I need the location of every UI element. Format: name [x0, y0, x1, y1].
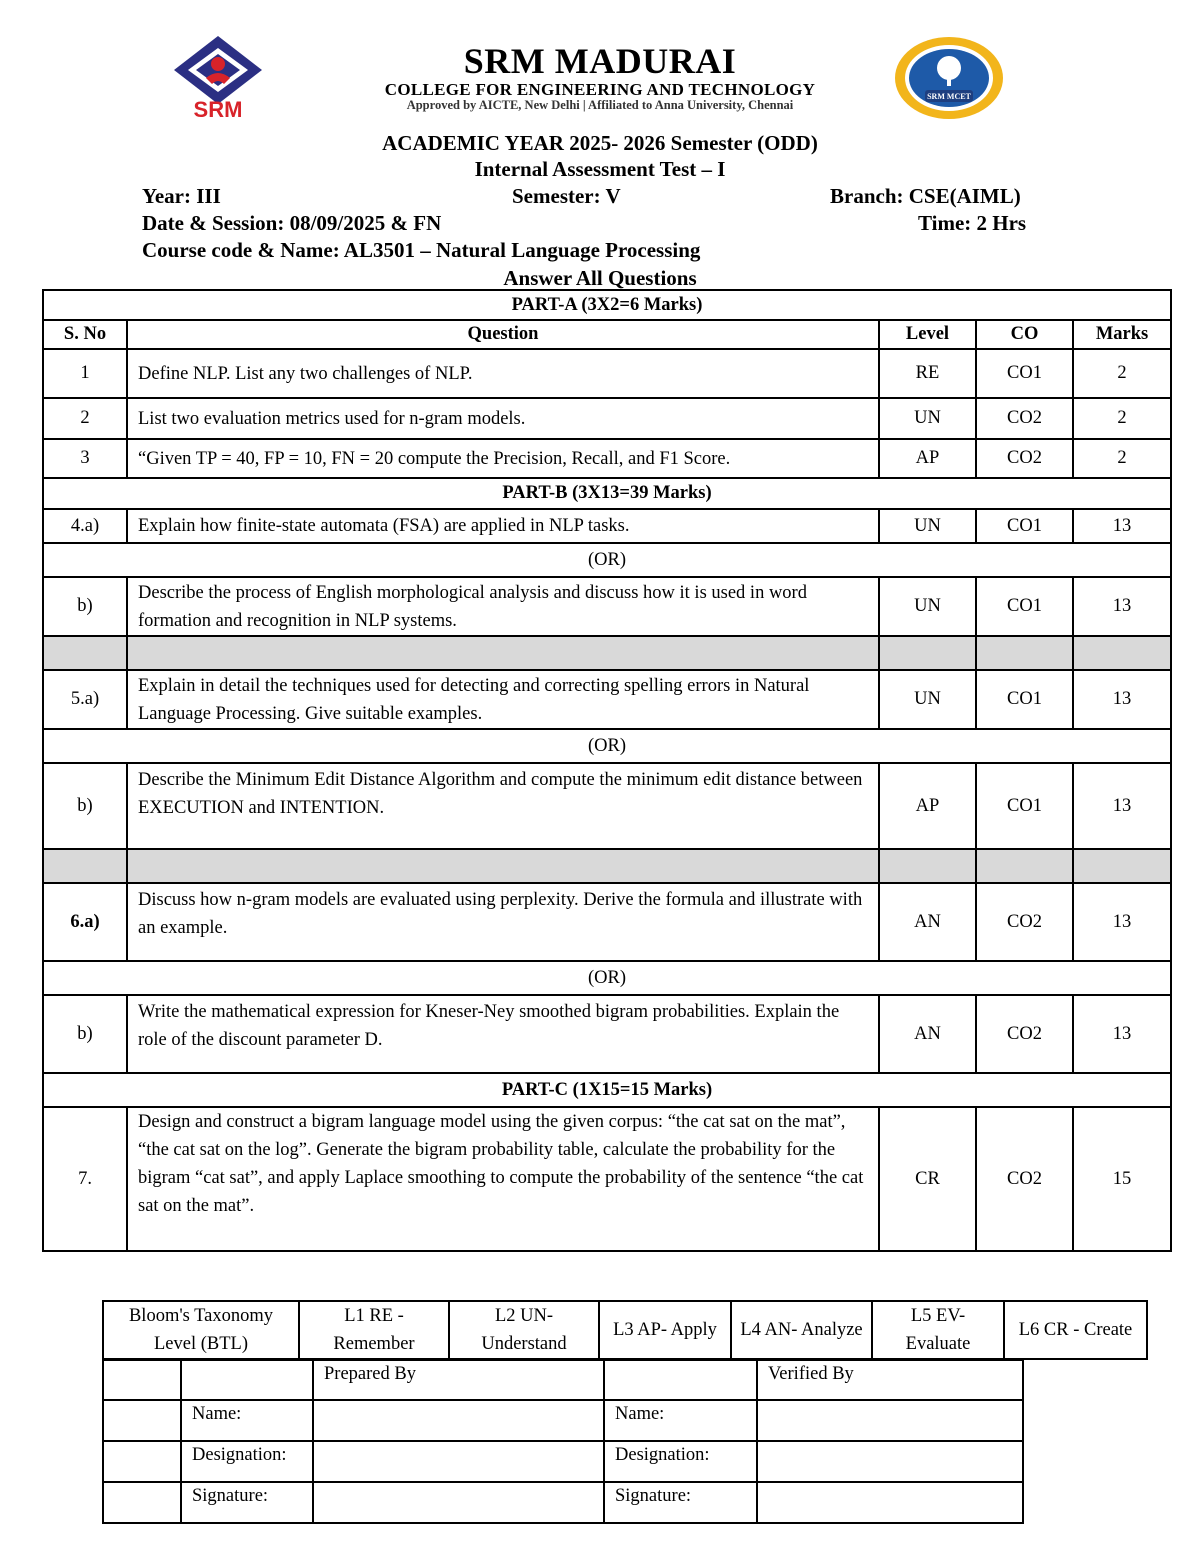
branch-label: Branch: CSE(AIML) [830, 184, 1021, 208]
instruction: Answer All Questions [503, 266, 697, 290]
table-row [43, 349, 1171, 398]
bloom-level-2: L2 UN- Understand [449, 1301, 599, 1359]
question-level: UN [879, 577, 976, 636]
question-text: Write the mathematical expression for Kneser-Ney smoothed bigram probabilities. Explain the role of the discount parameter D. [127, 995, 879, 1073]
separator-row [43, 636, 1171, 670]
bloom-level-6: L6 CR - Create [1004, 1301, 1147, 1359]
question-co: CO1 [976, 349, 1073, 398]
question-level: AN [879, 883, 976, 961]
col-question: Question [127, 320, 879, 349]
question-marks: 2 [1073, 398, 1171, 439]
verified-name-label: Name: [604, 1400, 757, 1441]
part-c-row [43, 1073, 1171, 1107]
question-table [42, 289, 1172, 1252]
question-level: AP [879, 439, 976, 478]
table-row [43, 509, 1171, 543]
year-label: Year: III [142, 184, 221, 208]
question-co: CO1 [976, 509, 1073, 543]
question-co: CO2 [976, 1107, 1073, 1251]
question-marks: 13 [1073, 670, 1171, 729]
or-row [43, 543, 1171, 577]
academic-year: ACADEMIC YEAR 2025- 2026 Semester (ODD) [382, 131, 818, 155]
question-number: 7. [43, 1107, 127, 1251]
part-a-row [43, 290, 1171, 320]
header-row [43, 320, 1171, 349]
question-level: AP [879, 763, 976, 849]
col-level: Level [879, 320, 976, 349]
or-label: (OR) [43, 729, 1171, 763]
table-row [43, 398, 1171, 439]
sign-designation-row [103, 1441, 1023, 1482]
question-co: CO1 [976, 763, 1073, 849]
srm-mcet-emblem-text: SRM MCET [927, 92, 971, 101]
sign-signature-row [103, 1482, 1023, 1523]
question-text: Describe the Minimum Edit Distance Algorithm and compute the minimum edit distance between EXECUTION and INTENTION. [127, 763, 879, 849]
prepared-signature-field [313, 1482, 604, 1523]
sign-header-row [103, 1360, 1023, 1400]
question-marks: 13 [1073, 509, 1171, 543]
part-c-heading: PART-C (1X15=15 Marks) [43, 1073, 1171, 1107]
question-marks: 2 [1073, 349, 1171, 398]
date-session: Date & Session: 08/09/2025 & FN [142, 211, 442, 235]
college-subtitle: COLLEGE FOR ENGINEERING AND TECHNOLOGY [384, 80, 816, 99]
question-level: UN [879, 398, 976, 439]
srm-mcet-emblem [893, 36, 1005, 120]
table-row [43, 439, 1171, 478]
bloom-row [103, 1301, 1147, 1359]
question-number: b) [43, 577, 127, 636]
question-text: “Given TP = 40, FP = 10, FN = 20 compute the Precision, Recall, and F1 Score. [127, 439, 879, 478]
prepared-designation-field [313, 1441, 604, 1482]
bloom-level-5: L5 EV- Evaluate [872, 1301, 1004, 1359]
question-number: 1 [43, 349, 127, 398]
college-approval: Approved by AICTE, New Delhi | Affiliated to Anna University, Chennai [406, 98, 794, 112]
bloom-level-4: L4 AN- Analyze [731, 1301, 872, 1359]
table-row [43, 577, 1171, 636]
part-b-heading: PART-B (3X13=39 Marks) [43, 478, 1171, 509]
question-level: CR [879, 1107, 976, 1251]
question-co: CO2 [976, 398, 1073, 439]
table-row [43, 883, 1171, 961]
question-number: 6.a) [43, 883, 127, 961]
question-number: b) [43, 995, 127, 1073]
question-text: Describe the process of English morphological analysis and discuss how it is used in word formation and recognition in NLP systems. [127, 577, 879, 636]
table-row [43, 763, 1171, 849]
question-number: 5.a) [43, 670, 127, 729]
bloom-taxonomy-table [102, 1300, 1148, 1360]
question-marks: 15 [1073, 1107, 1171, 1251]
table-row [43, 1107, 1171, 1251]
separator-row [43, 849, 1171, 883]
college-name: SRM MADURAI [463, 41, 737, 81]
verified-by-label: Verified By [757, 1360, 1023, 1400]
semester-label: Semester: V [512, 184, 621, 208]
question-level: RE [879, 349, 976, 398]
part-b-row [43, 478, 1171, 509]
question-co: CO2 [976, 439, 1073, 478]
question-number: 3 [43, 439, 127, 478]
bloom-title: Bloom's Taxonomy Level (BTL) [103, 1301, 299, 1359]
time-label: Time: 2 Hrs [918, 211, 1027, 235]
table-row [43, 670, 1171, 729]
verified-name-field [757, 1400, 1023, 1441]
question-marks: 13 [1073, 577, 1171, 636]
or-label: (OR) [43, 961, 1171, 995]
or-row [43, 729, 1171, 763]
question-marks: 13 [1073, 995, 1171, 1073]
or-label: (OR) [43, 543, 1171, 577]
course-name: Course code & Name: AL3501 – Natural Language Processing [142, 238, 701, 262]
question-level: AN [879, 995, 976, 1073]
srm-logo-text: SRM [193, 97, 243, 120]
question-text: Discuss how n-gram models are evaluated using perplexity. Derive the formula and illustrate with an example. [127, 883, 879, 961]
question-text: Explain in detail the techniques used for detecting and correcting spelling errors in Natural Language Processing. Give suitable examples. [127, 670, 879, 729]
question-level: UN [879, 670, 976, 729]
question-text: Explain how finite-state automata (FSA) are applied in NLP tasks. [127, 509, 879, 543]
question-level: UN [879, 509, 976, 543]
prepared-designation-label: Designation: [181, 1441, 313, 1482]
test-name: Internal Assessment Test – I [474, 157, 726, 181]
verified-signature-field [757, 1482, 1023, 1523]
question-text: Design and construct a bigram language model using the given corpus: “the cat sat on the mat”, “the cat sat on the log”. Generate the bigram probability table, calculate the probability for the bigram “cat sat”, and apply Laplace smoothing to compute the probability of the sentence “the cat sat on the mat”. [127, 1107, 879, 1251]
bloom-level-3: L3 AP- Apply [599, 1301, 731, 1359]
question-number: b) [43, 763, 127, 849]
srm-logo [172, 34, 264, 120]
question-text: List two evaluation metrics used for n-gram models. [127, 398, 879, 439]
question-marks: 13 [1073, 883, 1171, 961]
question-co: CO2 [976, 995, 1073, 1073]
question-co: CO1 [976, 577, 1073, 636]
question-co: CO2 [976, 883, 1073, 961]
or-row [43, 961, 1171, 995]
question-number: 4.a) [43, 509, 127, 543]
verified-designation-field [757, 1441, 1023, 1482]
verified-designation-label: Designation: [604, 1441, 757, 1482]
sign-name-row [103, 1400, 1023, 1441]
question-marks: 13 [1073, 763, 1171, 849]
prepared-name-field [313, 1400, 604, 1441]
bloom-level-1: L1 RE - Remember [299, 1301, 449, 1359]
signature-table [102, 1359, 1024, 1524]
col-co: CO [976, 320, 1073, 349]
prepared-signature-label: Signature: [181, 1482, 313, 1523]
col-marks: Marks [1073, 320, 1171, 349]
question-co: CO1 [976, 670, 1073, 729]
question-text: Define NLP. List any two challenges of NLP. [127, 349, 879, 398]
part-a-heading: PART-A (3X2=6 Marks) [43, 290, 1171, 320]
verified-signature-label: Signature: [604, 1482, 757, 1523]
prepared-name-label: Name: [181, 1400, 313, 1441]
prepared-by-label: Prepared By [313, 1360, 604, 1400]
question-number: 2 [43, 398, 127, 439]
col-sno: S. No [43, 320, 127, 349]
question-marks: 2 [1073, 439, 1171, 478]
table-row [43, 995, 1171, 1073]
